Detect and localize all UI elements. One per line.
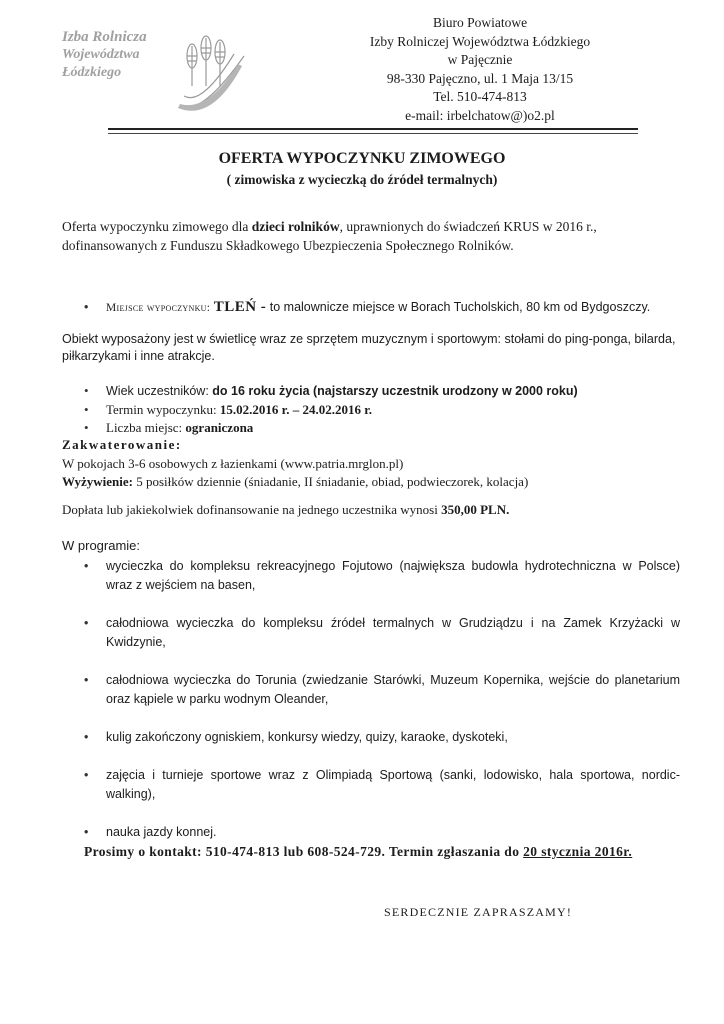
location-description: to malownicze miejsce w Borach Tucholskich, 80 km od Bydgoszczy.: [266, 300, 651, 314]
location-label: Miejsce wypoczynku:: [106, 302, 211, 314]
surcharge-text: Dopłata lub jakiekolwiek dofinansowanie na jednego uczestnika wynosi: [62, 502, 442, 517]
contact-line: [84, 842, 664, 861]
header-divider-thick: [108, 128, 638, 130]
logo-line-2: Województwa: [62, 47, 140, 62]
intro-text-2: , uprawnionych do świadczeń KRUS w 2016 r., dofinansowanych z Funduszu Składkowego Ubezpieczenia Społecznego Rolników.: [62, 219, 597, 253]
accommodation-section: [62, 436, 682, 492]
contact-text: Prosimy o kontakt: 510-474-813 lub 608-524-729. Termin zgłaszania do: [84, 844, 524, 859]
intro-paragraph: [62, 218, 672, 255]
meals-text: 5 posiłków dziennie (śniadanie, II śniadanie, obiad, podwieczorek, kolacja): [133, 474, 529, 489]
header-line-3: w Pajęcznie: [447, 52, 513, 67]
accommodation-label: Zakwaterowanie:: [62, 437, 182, 452]
office-address: [330, 14, 630, 125]
program-item-3: • całodniowa wycieczka do Torunia (zwiedzanie Starówki, Muzeum Kopernika, wejście do planetarium oraz kąpiele w parku wodnym Oleander,: [106, 671, 680, 709]
places-label: Liczba miejsc:: [106, 420, 186, 435]
program-item-1: • wycieczka do kompleksu rekreacyjnego Fojutowo (największa budowla hydrotechniczna w Polsce) wraz z wejściem na basen,: [106, 557, 680, 595]
header-line-5: Tel. 510-474-813: [433, 89, 527, 104]
dates-value: 15.02.2016 r. – 24.02.2016 r.: [219, 401, 373, 417]
places-value: ograniczona: [185, 420, 254, 435]
document-subtitle: ( zimowiska z wycieczką do źródeł termalnych): [226, 172, 498, 187]
header-line-1: Biuro Powiatowe: [432, 15, 528, 30]
accommodation-text: W pokojach 3-6 osobowych z łazienkami (www.patria.mrglon.pl): [62, 455, 404, 471]
header-divider-thin: [108, 133, 638, 134]
registration-deadline: 20 stycznia 2016r.: [523, 844, 633, 859]
logo-text: [62, 28, 147, 82]
closing-invitation: SERDECZNIE ZAPRASZAMY!: [384, 905, 573, 919]
surcharge-line: [62, 502, 682, 518]
program-item-5: • zajęcia i turnieje sportowe wraz z Olimpiadą Sportową (sanki, lodowisko, hala sportowa, nordic-walking),: [106, 766, 680, 804]
details-list: [106, 382, 686, 438]
age-label: Wiek uczestników:: [106, 384, 213, 398]
header-email: e-mail: irbelchatow@)o2.pl: [405, 107, 555, 123]
program-list: [106, 557, 680, 842]
logo-line-1: Izba Rolnicza: [62, 29, 147, 45]
program-item-2: • całodniowa wycieczka do kompleksu źródeł termalnych w Grudziądzu i na Zamek Krzyżacki w Kwidzynie,: [106, 614, 680, 652]
list-item-age: [106, 382, 686, 401]
facility-description: Obiekt wyposażony jest w świetlicę wraz ze sprzętem muzycznym i sportowym: stołami do ping-ponga, bilarda, piłkarzykami i inne atrakcje.: [62, 332, 676, 363]
age-value: do 16 roku życia (najstarszy uczestnik urodzony w 2000 roku): [212, 384, 578, 398]
logo-line-3: Łódzkiego: [62, 65, 122, 80]
intro-text-1: Oferta wypoczynku zimowego dla: [62, 219, 252, 234]
location-name: TLEŃ -: [213, 299, 267, 315]
location-item: [106, 298, 686, 317]
list-item-dates: [106, 401, 686, 420]
dates-label: Termin wypoczynku:: [106, 401, 220, 417]
meals-line: [62, 473, 682, 492]
surcharge-amount: 350,00 PLN.: [441, 502, 510, 517]
document-title: OFERTA WYPOCZYNKU ZIMOWEGO: [218, 150, 506, 167]
program-item-6: • nauka jazdy konnej.: [106, 823, 680, 842]
header-line-2: Izby Rolniczej Województwa Łódzkiego: [369, 33, 591, 49]
meals-label: Wyżywienie:: [62, 474, 133, 489]
wheat-logo-icon: [172, 26, 252, 116]
intro-bold: dzieci rolników: [251, 219, 340, 234]
header-line-4: 98-330 Pajęczno, ul. 1 Maja 13/15: [386, 70, 574, 86]
list-item-places: [106, 419, 686, 438]
program-label: W programie:: [62, 538, 141, 553]
program-item-4: • kulig zakończony ogniskiem, konkursy wiedzy, quizy, karaoke, dyskoteki,: [106, 728, 680, 747]
